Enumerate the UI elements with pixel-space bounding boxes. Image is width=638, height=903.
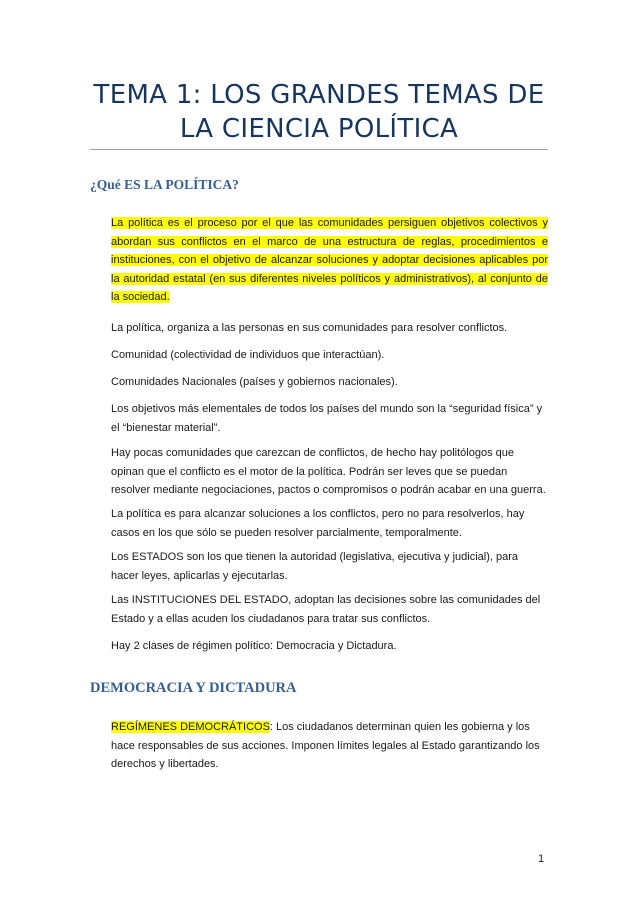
document-title	[90, 78, 548, 146]
paragraph-1: La política, organiza a las personas en sus comunidades para resolver conflictos.	[111, 322, 508, 334]
paragraph-4: Los objetivos más elementales de todos los países del mundo son la “seguridad física” y el “bienestar material”.	[111, 403, 543, 434]
paragraph-9: Hay 2 clases de régimen político: Democracia y Dictadura.	[111, 640, 397, 652]
title-divider	[90, 149, 548, 150]
highlighted-definition: La política es el proceso por el que las comunidades persiguen objetivos colectivos y abordan sus conflictos en el marco de una estructura de reglas, procedimientos e instituciones, con el objetivo de alcanzar soluciones y adoptar decisiones aplicables por la autoridad estatal (en sus diferentes niveles políticos y administrativos), al conjunto de la sociedad.	[111, 217, 548, 303]
paragraph-8: Las INSTITUCIONES DEL ESTADO, adoptan las decisiones sobre las comunidades del Estado y a ellas acuden los ciudadanos para tratar sus conflictos.	[111, 594, 541, 625]
paragraph-5: Hay pocas comunidades que carezcan de conflictos, de hecho hay politólogos que opinan que el conflicto es el motor de la política. Podrán ser leves que se puedan resolver mediante negociaciones, pactos o compromisos o podrán acabar en una guerra.	[111, 447, 546, 496]
paragraph-2: Comunidad (colectividad de individuos que interactúan).	[111, 349, 385, 361]
regimes-description: : Los ciudadanos determinan quien les gobierna y los hace responsables de sus acciones. Imponen límites legales al Estado garantizando los derechos y libertades.	[111, 721, 540, 770]
definition-paragraph	[111, 214, 548, 307]
paragraph-3: Comunidades Nacionales (países y gobiernos nacionales).	[111, 376, 398, 388]
paragraph-7: Los ESTADOS son los que tienen la autoridad (legislativa, ejecutiva y judicial), para hacer leyes, aplicarlas y ejecutarlas.	[111, 551, 519, 582]
section-heading-que-es-la-politica: ¿Qué ES LA POLÍTICA?	[90, 177, 239, 192]
regimes-label-highlight: REGÍMENES DEMOCRÁTICOS	[111, 721, 270, 733]
regimes-paragraph	[111, 718, 548, 774]
title-line-1: TEMA 1: LOS GRANDES TEMAS DE	[93, 80, 545, 110]
title-line-2: LA CIENCIA POLÍTICA	[179, 114, 459, 144]
paragraph-6: La política es para alcanzar soluciones a los conflictos, pero no para resolverlos, hay casos en los que sólo se pueden resolver parcialmente, temporalmente.	[111, 508, 525, 539]
page-number: 1	[538, 853, 545, 865]
section-heading-democracia-y-dictadura: DEMOCRACIA Y DICTADURA	[90, 680, 297, 696]
